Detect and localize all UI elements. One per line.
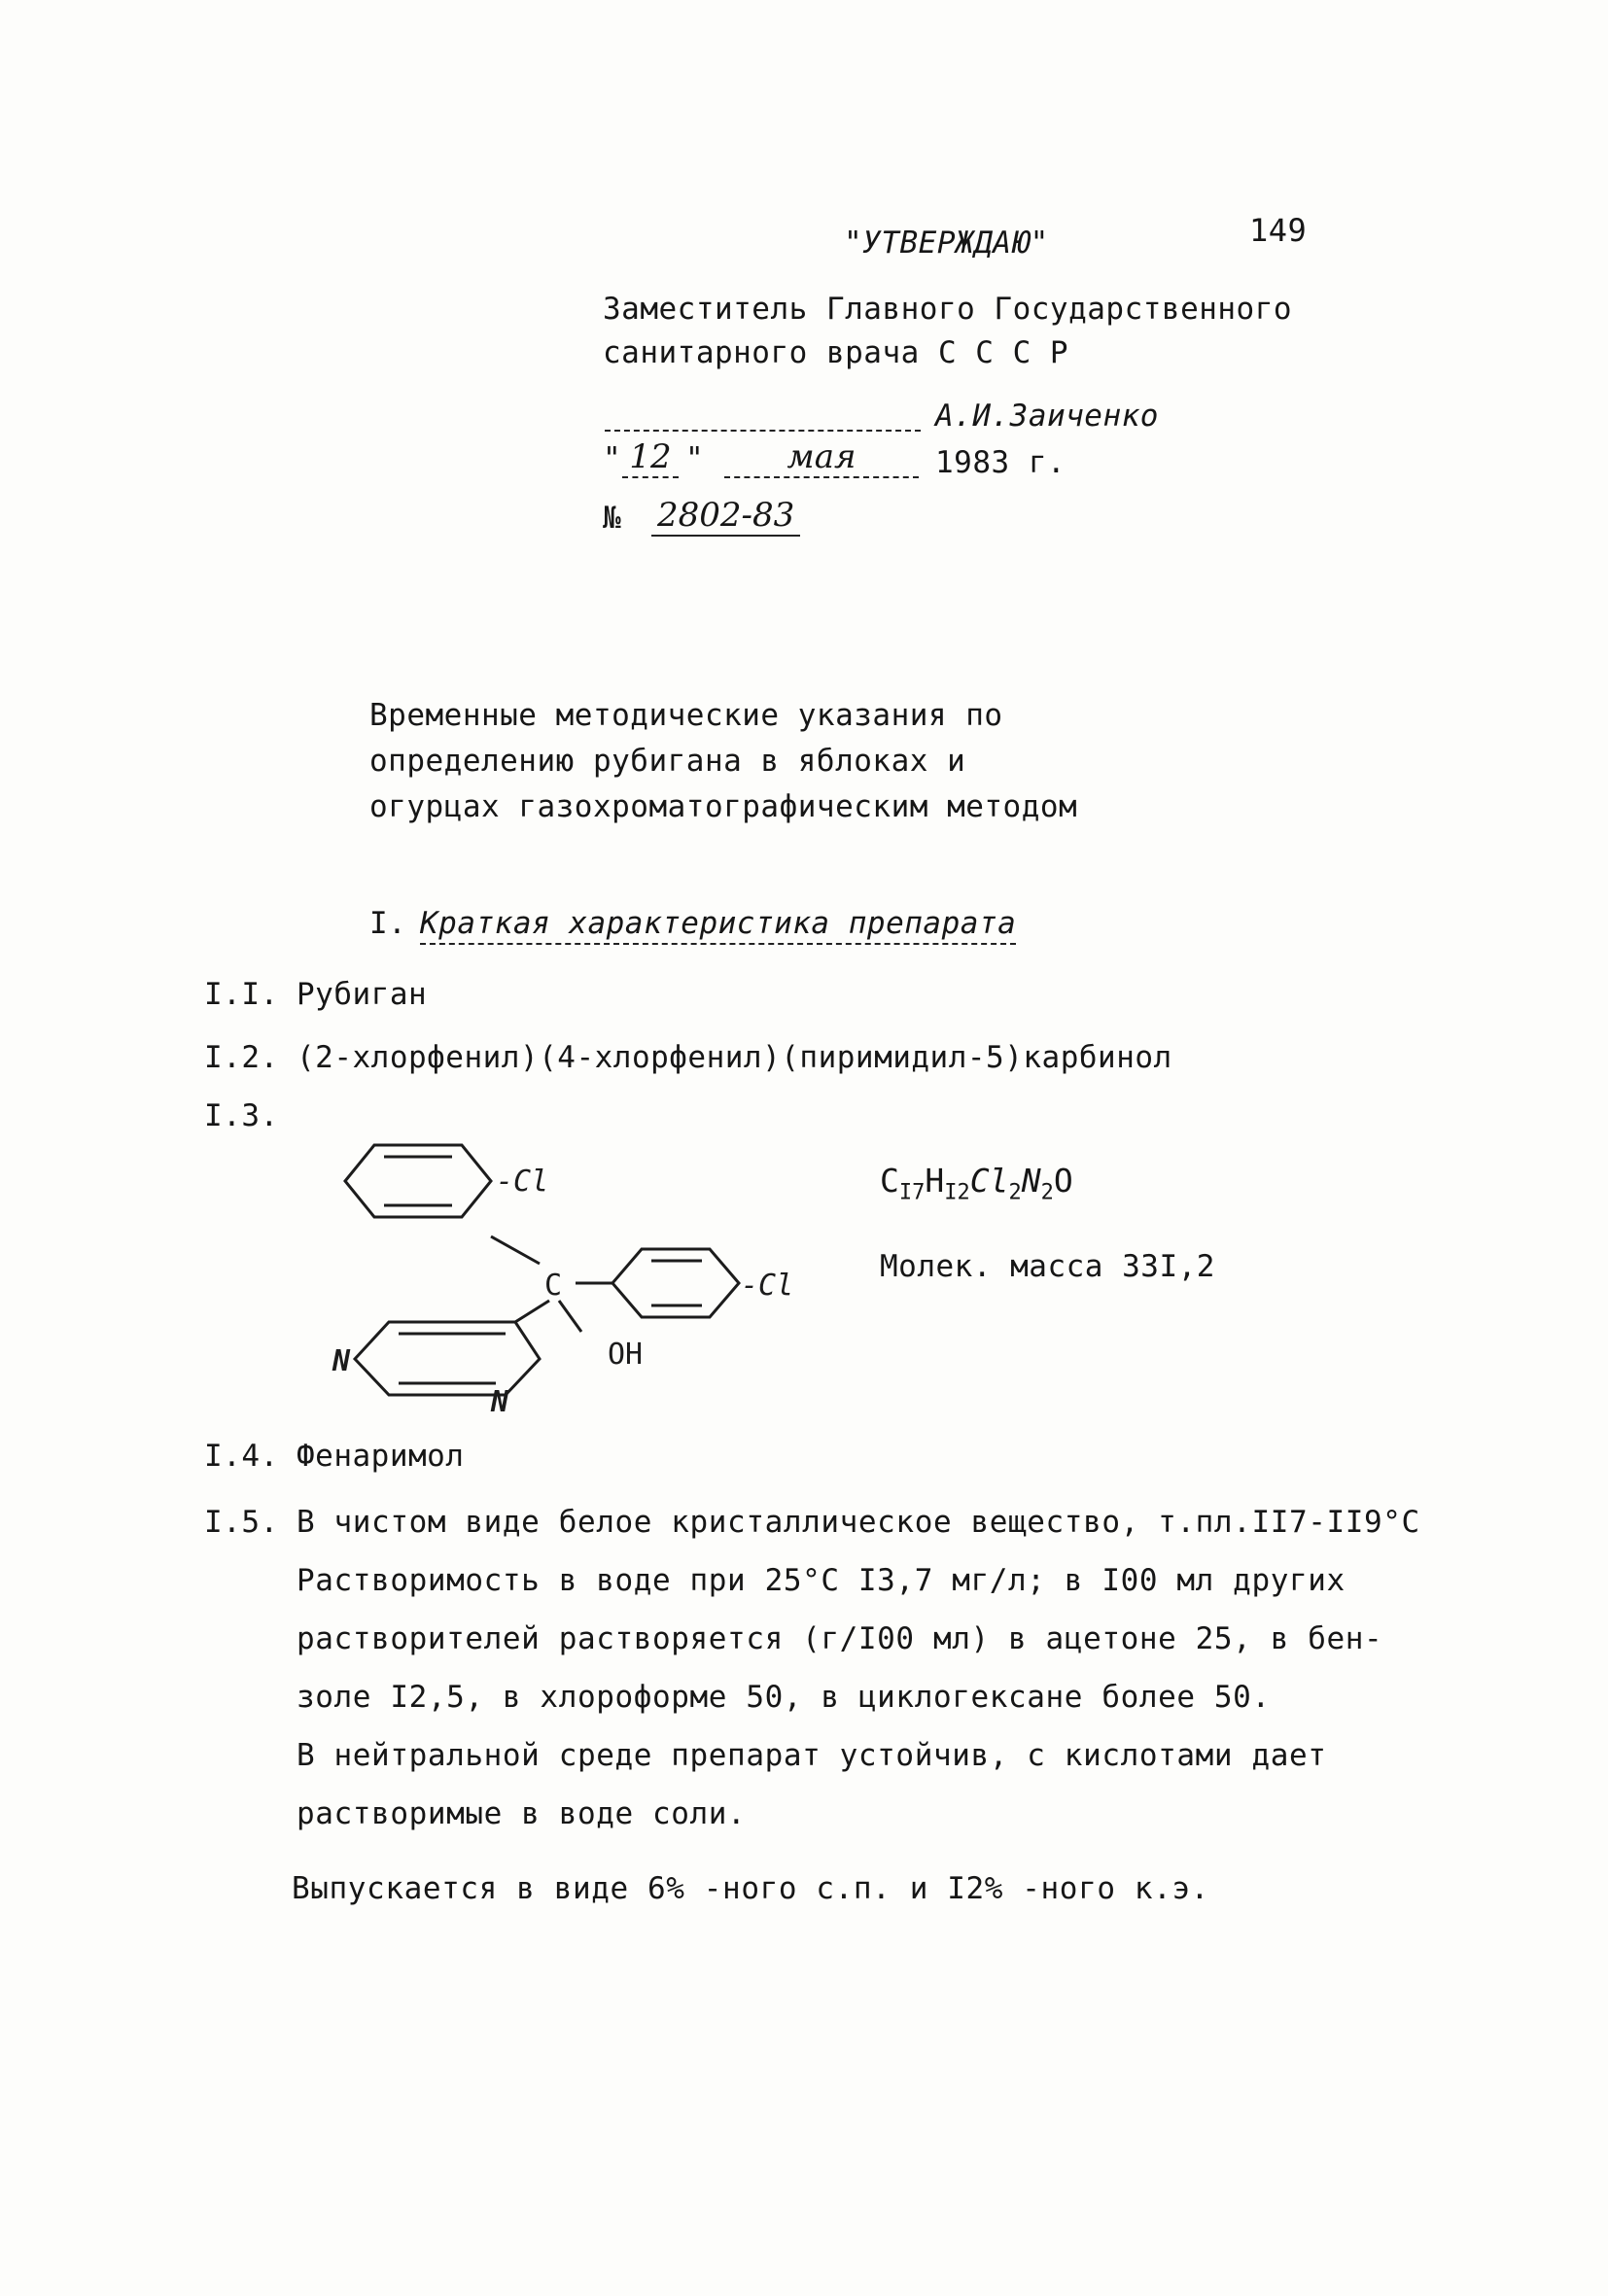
section-heading: Краткая характеристика препарата xyxy=(420,906,1016,945)
label-c-center: C xyxy=(544,1269,563,1303)
title-line: огурцах газохроматографическим методом xyxy=(369,789,1078,824)
item-text-line: растворимые в воде соли. xyxy=(297,1796,747,1831)
approval-number: 2802-83 xyxy=(651,496,800,537)
item-text-line: Растворимость в воде при 25°C I3,7 мг/л; в I00 мл других xyxy=(297,1563,1346,1598)
date-year: 1983 г. xyxy=(935,445,1066,480)
molecular-mass: Молек. масса 33I,2 xyxy=(880,1249,1215,1284)
item-text: (2-хлорфенил)(4-хлорфенил)(пиримидил-5)карбинол xyxy=(297,1040,1172,1075)
bond-line xyxy=(491,1236,540,1264)
item-number: I.5. xyxy=(204,1505,279,1540)
structural-formula xyxy=(321,1128,865,1419)
label-oh: OH xyxy=(608,1338,644,1372)
item-text: Фенаримол xyxy=(297,1439,465,1474)
item-text-line: В чистом виде белое кристаллическое вещество, т.пл.II7-II9°C xyxy=(297,1505,1420,1540)
page-number: 149 xyxy=(1249,212,1308,249)
bond-line xyxy=(559,1301,581,1332)
bond-line xyxy=(515,1301,549,1322)
label-n-left: N xyxy=(332,1344,351,1378)
signature-line xyxy=(605,430,921,432)
title-line: Временные методические указания по xyxy=(369,698,1003,733)
item-text-line: В нейтральной среде препарат устойчив, с кислотами дает xyxy=(297,1738,1327,1773)
item-number: I.I. xyxy=(204,977,279,1012)
label-cl-top: -Cl xyxy=(496,1165,549,1199)
item-text-line: золе I2,5, в хлороформе 50, в циклогексане более 50. xyxy=(297,1680,1271,1715)
date-quote-close: " xyxy=(685,441,705,476)
date-month: мая xyxy=(724,437,919,478)
approval-position-line2: санитарного врача С С С Р xyxy=(603,335,1069,370)
molecular-formula: $C_{I7}H_{I2}Cl_2N_2O$ xyxy=(880,1162,1073,1205)
approval-heading: "УТВЕРЖДАЮ" xyxy=(844,226,1049,261)
item-number: I.3. xyxy=(204,1098,279,1133)
release-form: Выпускается в виде 6% -ного с.п. и I2% -ного к.э. xyxy=(292,1871,1209,1906)
label-n-bottom: N xyxy=(491,1385,509,1419)
section-heading-number: I. xyxy=(369,906,407,941)
approval-position-line1: Заместитель Главного Государственного xyxy=(603,292,1293,327)
item-number: I.2. xyxy=(204,1040,279,1075)
item-text: Рубиган xyxy=(297,977,428,1012)
item-text-line: растворителей растворяется (г/I00 мл) в ацетоне 25, в бен- xyxy=(297,1621,1383,1656)
approval-signer: А.И.Заиченко xyxy=(935,399,1159,434)
date-quote-open: " xyxy=(603,441,622,476)
date-day: 12 xyxy=(622,437,679,478)
approval-number-prefix: № xyxy=(603,501,622,536)
item-number: I.4. xyxy=(204,1439,279,1474)
label-cl-right: -Cl xyxy=(741,1269,794,1303)
title-line: определению рубигана в яблоках и xyxy=(369,744,966,779)
